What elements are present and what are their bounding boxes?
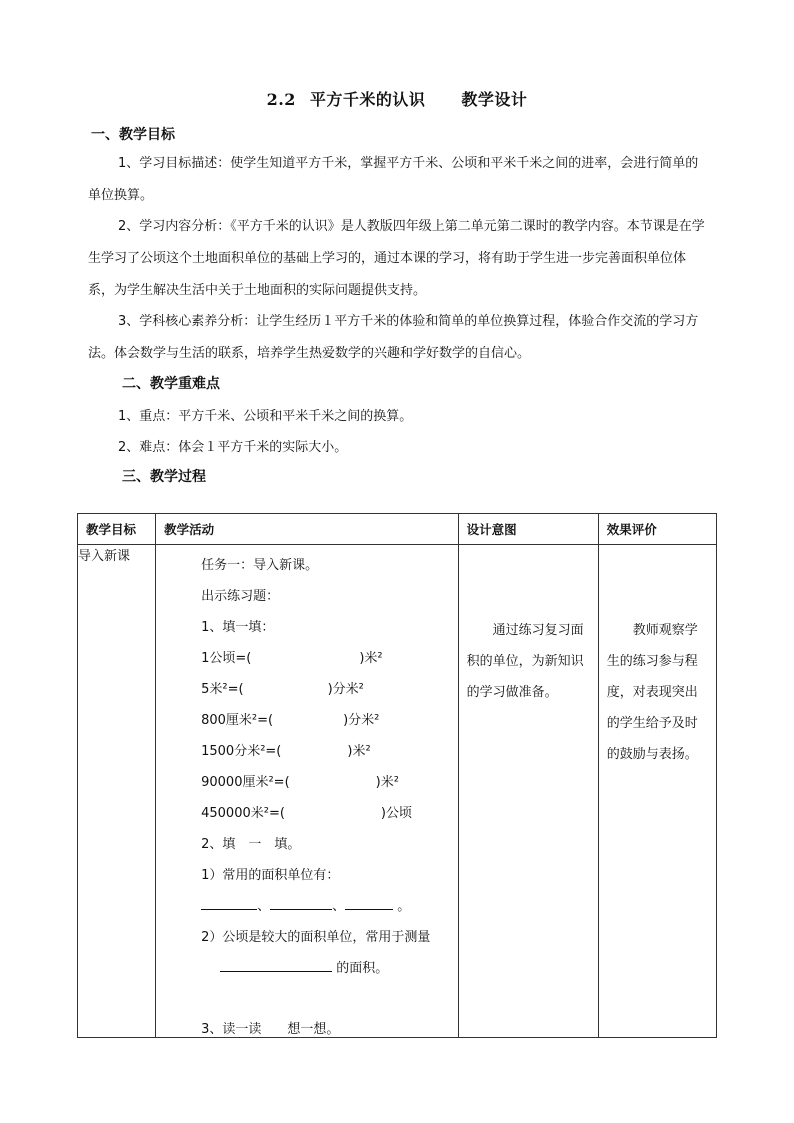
exercise-item <box>201 709 379 728</box>
exercise-left: 90000厘米²=( <box>201 775 290 790</box>
goal-paragraph-3: 3、学科核心素养分析：让学生经历１平方千米的体验和简单的单位换算过程，体验合作交流的学习方法。体会数学与生活的联系，培养学生热爱数学的兴趣和学好数学的自信心。 <box>88 314 699 361</box>
separator: 、 <box>332 899 346 914</box>
process-table <box>77 513 717 1038</box>
answer-blank[interactable] <box>345 895 393 910</box>
evaluation-text <box>607 615 698 770</box>
header-intent: 设计意图 <box>458 514 598 545</box>
intent-line: 积的单位，为新知识 <box>466 654 584 669</box>
q2-tail: 的面积。 <box>336 961 389 976</box>
evaluation-line: 度，对表现突出 <box>606 685 698 700</box>
goal-paragraph-1: 1、学习目标描述：使学生知道平方千米，掌握平方千米、公顷和平米千米之间的进率，会进行简单的单位换算。 <box>88 156 699 203</box>
exercise-right: )分米² <box>327 682 364 697</box>
key-point-2: 2、难点：体会１平方千米的实际大小。 <box>118 440 348 455</box>
process-heading: 三、教学过程 <box>122 469 206 485</box>
answer-blank[interactable] <box>270 895 332 910</box>
row-evaluation <box>598 545 716 1038</box>
answer-blank[interactable] <box>220 957 332 972</box>
activity-fill2: 2、填 一 填。 <box>201 837 301 852</box>
title-topic: 平方千米的认识 <box>309 90 426 109</box>
header-goal: 教学目标 <box>78 514 156 545</box>
activity-fill1: 1、填一填： <box>201 620 275 635</box>
row-intent <box>458 545 598 1038</box>
exercise-right: )分米² <box>343 713 380 728</box>
exercise-right: )公顷 <box>380 806 412 821</box>
exercise-item <box>201 802 412 821</box>
exercise-left: 1500分米²=( <box>201 744 282 759</box>
exercise-item <box>201 678 364 697</box>
evaluation-line: 的鼓励与表扬。 <box>606 747 698 762</box>
table-header-row <box>78 514 717 545</box>
exercise-left: 5米²=( <box>201 682 244 697</box>
exercise-item <box>201 771 399 790</box>
activity-read: 3、读一读 想一想。 <box>201 1022 340 1037</box>
goal-paragraph-2: 2、学习内容分析：《平方千米的认识》是人教版四年级上第二单元第二课时的教学内容。本节课是在学生学习了公顷这个土地面积单位的基础上学习的，通过本课的学习，将有助于学生进一步完善面积单位体系，为学生解决生活中关于土地面积的实际问题提供支持。 <box>88 219 705 298</box>
title-suffix: 教学设计 <box>461 90 528 109</box>
activity-task: 任务一：导入新课。 <box>201 558 319 573</box>
exercise-right: )米² <box>347 744 371 759</box>
row-goal: 导入新课 <box>78 545 156 1038</box>
end-mark: 。 <box>397 899 411 914</box>
separator: 、 <box>257 899 271 914</box>
key-point-1: 1、重点：平方千米、公顷和平米千米之间的换算。 <box>118 409 413 424</box>
title-number: 2.2 <box>266 90 296 109</box>
evaluation-line: 教师观察学 <box>632 623 698 638</box>
exercise-item <box>201 740 371 759</box>
intent-text <box>467 615 584 708</box>
exercise-right: )米² <box>375 775 399 790</box>
goals-heading: 一、教学目标 <box>91 127 175 143</box>
exercise-left: 450000米²=( <box>201 806 285 821</box>
key-points-heading: 二、教学重难点 <box>122 376 220 392</box>
units-blanks <box>201 895 410 914</box>
evaluation-line: 生的练习参与程 <box>606 654 698 669</box>
activity-show: 出示练习题： <box>201 589 280 604</box>
table-row <box>78 545 717 1038</box>
answer-blank[interactable] <box>201 895 257 910</box>
header-evaluation: 效果评价 <box>598 514 716 545</box>
q2-answer-line <box>220 957 388 976</box>
intent-line: 的学习做准备。 <box>466 685 558 700</box>
header-activity: 教学活动 <box>156 514 458 545</box>
activity-q1: 1）常用的面积单位有： <box>201 868 340 883</box>
exercise-left: 1公顷=( <box>201 651 252 666</box>
activity-q2: 2）公顷是较大的面积单位，常用于测量 <box>201 930 431 945</box>
row-activities <box>156 545 458 1038</box>
evaluation-line: 的学生给予及时 <box>606 716 698 731</box>
exercise-left: 800厘米²=( <box>201 713 274 728</box>
exercise-item <box>201 647 383 666</box>
exercise-right: )米² <box>359 651 383 666</box>
page-title <box>0 87 794 110</box>
intent-line: 通过练习复习面 <box>492 623 584 638</box>
